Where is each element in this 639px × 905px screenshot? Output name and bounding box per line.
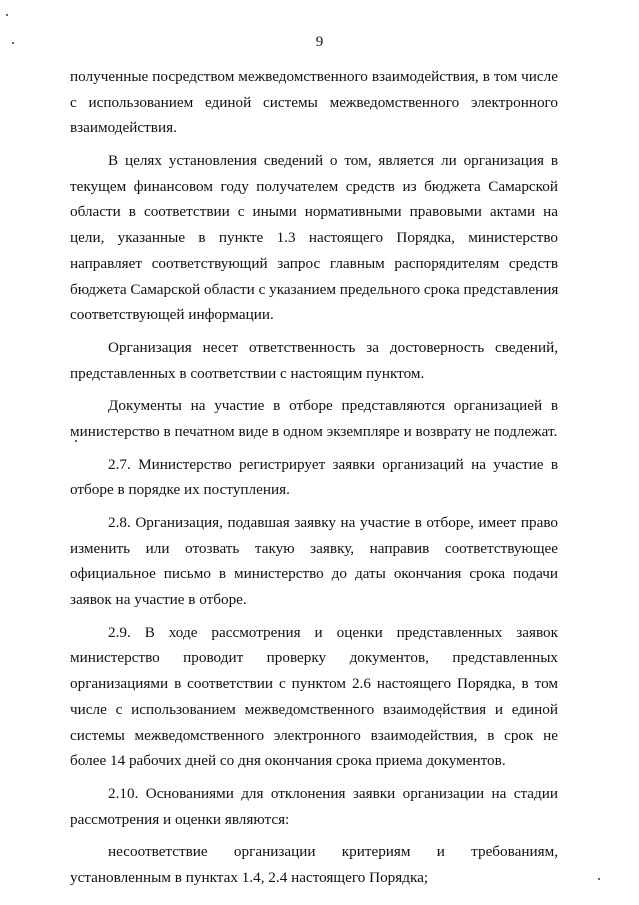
scan-speck [598, 878, 600, 880]
text-line: изменить или отозвать такую заявку, направив соответствующее [70, 539, 558, 557]
scan-speck [6, 14, 8, 16]
text-line: рассмотрения и оценки являются: [70, 810, 290, 828]
text-line: направляет соответствующий запрос главным распорядителям средств [70, 254, 558, 272]
text-line: 2.9. В ходе рассмотрения и оценки представленных заявок [108, 623, 558, 641]
text-line: заявок на участие в отборе. [70, 591, 247, 609]
text-line: Документы на участие в отборе представляются организацией в [108, 397, 558, 415]
paragraph [70, 620, 558, 774]
text-line: текущем финансовом году получателем средств из бюджета Самарской [70, 177, 558, 195]
text-line: области в соответствии с иными нормативными правовыми актами на [70, 203, 558, 221]
paragraph [70, 839, 558, 890]
text-line: более 14 рабочих дней со дня окончания срока приема документов. [70, 752, 506, 770]
text-line: организациями в соответствии с пунктом 2.6 настоящего Порядка, в том [70, 675, 558, 693]
text-line: соответствующей информации. [70, 306, 274, 324]
paragraph [70, 393, 558, 444]
text-line: бюджета Самарской области с указанием предельного срока представления [70, 280, 559, 298]
text-line: 2.8. Организация, подавшая заявку на участие в отборе, имеет право [108, 514, 558, 531]
text-line: Организация несет ответственность за достоверность сведений, [108, 338, 558, 356]
document-body [70, 64, 558, 891]
paragraph [70, 781, 558, 832]
page-number: 9 [315, 34, 324, 50]
text-line: взаимодействия. [70, 119, 177, 137]
text-line: полученные посредством межведомственного взаимодействия, в том числе [70, 68, 558, 85]
text-line: с использованием единой системы межведомственного электронного [70, 93, 558, 111]
paragraph [70, 452, 558, 503]
text-line: числе с использованием межведомственного взаимодействия и единой [70, 700, 558, 718]
paragraph [70, 335, 558, 386]
text-line: министерство проводит проверку документов, представленных [70, 649, 558, 667]
text-line: представленных в соответствии с настоящим пунктом. [70, 364, 425, 382]
text-line: 2.7. Министерство регистрирует заявки организаций на участие в [108, 455, 558, 473]
paragraph [70, 510, 558, 613]
text-line: установленным в пунктах 1.4, 2.4 настоящего Порядка; [70, 868, 429, 886]
text-line: В целях установления сведений о том, является ли организация в [108, 152, 558, 170]
text-line: системы межведомственного электронного взаимодействия, в срок не [70, 726, 558, 744]
text-line: 2.10. Основаниями для отклонения заявки организации на стадии [108, 784, 558, 802]
text-line: несоответствие организации критериям и требованиям, [108, 843, 558, 861]
text-line: отборе в порядке их поступления. [70, 481, 290, 499]
text-line: цели, указанные в пункте 1.3 настоящего Порядка, министерство [70, 229, 558, 247]
paragraph [70, 64, 558, 141]
text-line: официальное письмо в министерство до даты окончания срока подачи [70, 565, 558, 583]
text-line: министерство в печатном виде в одном экземпляре и возврату не подлежат. [70, 422, 558, 440]
paragraph [70, 148, 558, 328]
